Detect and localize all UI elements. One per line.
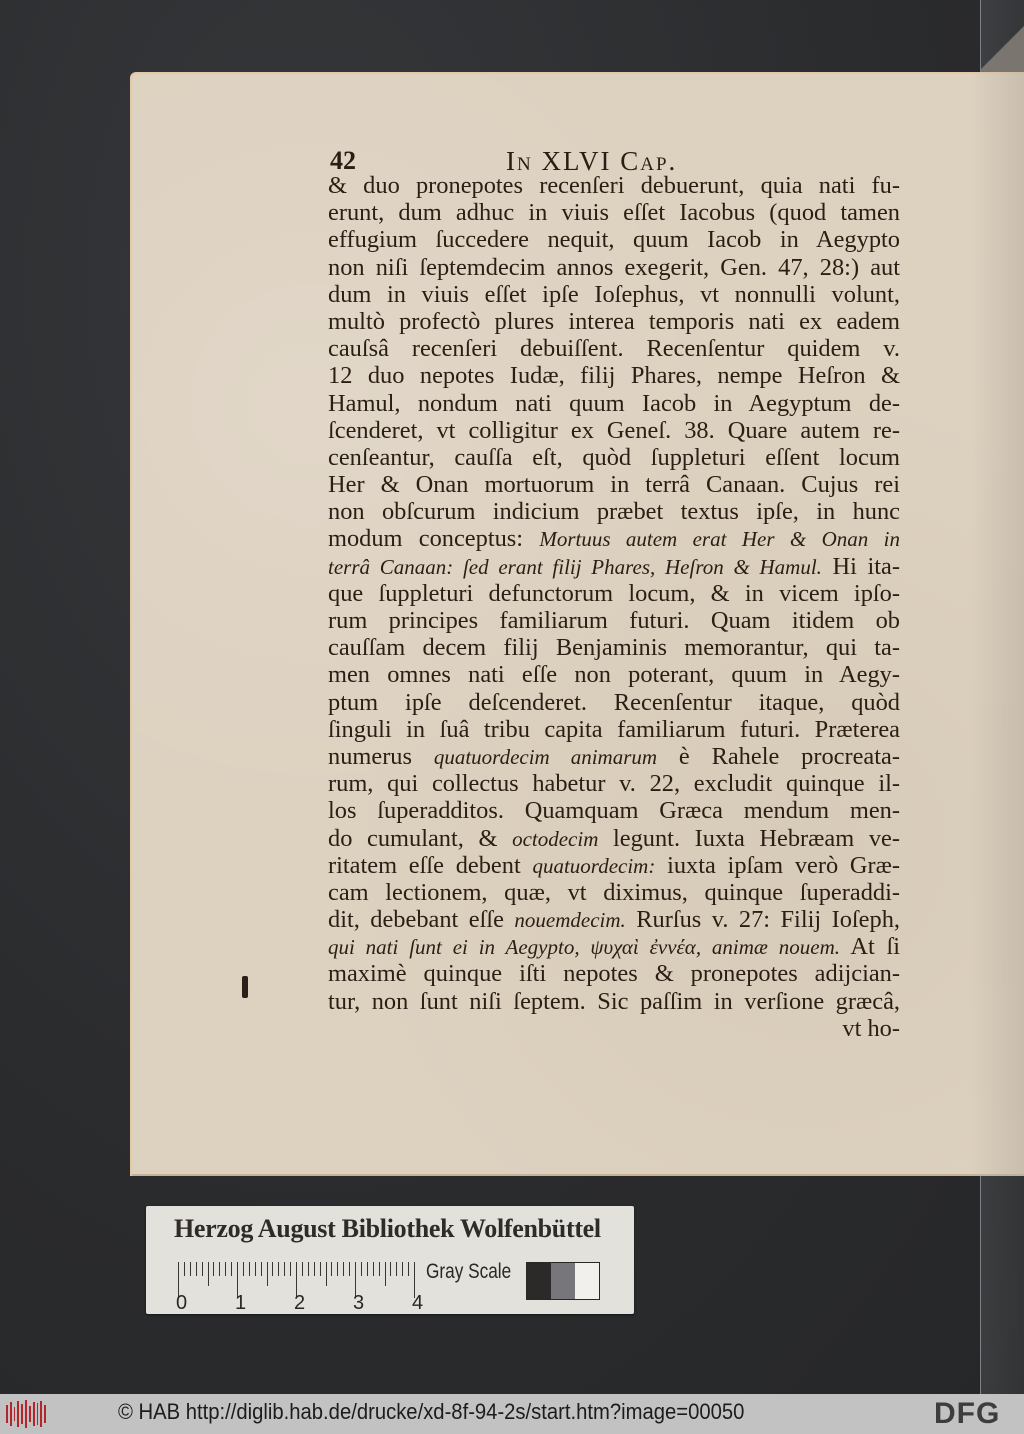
text-line: rum, qui collectus habetur v. 22, excludit quinque il- (328, 770, 900, 798)
ruler-tick (284, 1262, 285, 1276)
page-edge-shade (970, 72, 1024, 1176)
text-line: & duo pronepotes recenſeri debuerunt, quia nati fu- (328, 172, 900, 199)
text-line: qui nati ſunt ei in Aegypto, ψυχαὶ ἐννέα, animæ nouem. At ſi (328, 933, 901, 961)
ruler-tick (267, 1262, 268, 1286)
text-line: dit, debebant eſſe nouemdecim. Rurſus v. 27: Filij Ioſeph, (328, 906, 900, 934)
text-line: Her & Onan mortuorum in terrâ Canaan. Cujus rei (328, 471, 900, 499)
gray-scale-swatches (526, 1262, 600, 1300)
margin-ink-mark (242, 976, 248, 998)
ruler-tick (249, 1262, 250, 1276)
ruler-tick (379, 1262, 380, 1276)
ruler-tick (331, 1262, 332, 1276)
text-line: cauſsâ recenſeri debuiſſent. Recenſentur quidem v. (328, 335, 900, 363)
ruler-tick (184, 1262, 185, 1276)
gray-swatch (551, 1263, 575, 1299)
page-number: 42 (330, 146, 356, 175)
text-line: tur, non ſunt niſi ſeptem. Sic paſſim in verſione græcâ, (328, 987, 900, 1015)
gray-scale-label: Gray Scale (426, 1260, 512, 1283)
ruler-tick (208, 1262, 209, 1286)
text-line: ritatem eſſe debent quatuordecim: iuxta ipſam verò Græ- (328, 851, 901, 879)
ruler-tick (373, 1262, 374, 1276)
text-line: effugium ſuccedere nequit, quum Iacob in Aegypto (328, 226, 900, 254)
ruler-tick (361, 1262, 362, 1276)
text-line: cenſeantur, cauſſa eſt, quòd ſuppleturi eſſent locum (328, 443, 900, 471)
ruler-tick (196, 1262, 197, 1276)
text-line: men omnes nati eſſe non poterant, quum in Aegy- (328, 661, 900, 689)
text-line: vt ho- (842, 1014, 900, 1042)
text-line: maximè quinque iſti nepotes & pronepotes adijcian- (328, 960, 900, 988)
ruler-tick (243, 1262, 244, 1276)
text-line: non niſi ſeptemdecim annos exegerit, Gen. 47, 28:) aut (328, 253, 900, 281)
text-line: ptum ipſe deſcenderet. Recenſentur itaque, quòd (328, 688, 900, 716)
text-line: cauſſam decem filij Benjaminis memorantur, qui ta- (328, 634, 900, 662)
ruler-tick (278, 1262, 279, 1276)
text-line: ſinguli in ſuâ tribu capita familiarum futuri. Præterea (328, 715, 900, 743)
ruler-tick (290, 1262, 291, 1276)
ruler-tick (231, 1262, 232, 1276)
page-body-text (328, 172, 900, 1042)
library-name: Herzog August Bibliothek Wolfenbüttel (174, 1214, 601, 1243)
ruler-label-4: 4 (412, 1292, 424, 1314)
ruler-tick (219, 1262, 220, 1276)
copyright-link[interactable]: © HAB http://diglib.hab.de/drucke/xd-8f-94-2s/start.htm?image=00050 (118, 1399, 745, 1424)
ruler-tick (213, 1262, 214, 1276)
ruler-tick (190, 1262, 191, 1276)
ruler-tick (255, 1262, 256, 1276)
ruler-tick (320, 1262, 321, 1276)
ruler-tick (202, 1262, 203, 1276)
ruler-tick (385, 1262, 386, 1286)
ruler-tick (343, 1262, 344, 1276)
running-head: In XLVI Cap. (506, 146, 678, 176)
text-line: ſcenderet, vt colligitur ex Geneſ. 38. Quare autem re- (328, 416, 900, 444)
text-line: dum in viuis eſſet ipſe Ioſephus, vt nonnulli volunt, (328, 280, 900, 308)
text-line: Hamul, nondum nati quum Iacob in Aegyptum de- (328, 389, 900, 417)
ruler-label-3: 3 (353, 1292, 365, 1314)
text-line: erunt, dum adhuc in viuis eſſet Iacobus (quod tamen (328, 199, 900, 227)
text-line: que ſuppleturi defunctorum locum, & in vicem ipſo- (328, 579, 900, 607)
text-line: cam lectionem, quæ, vt diximus, quinque ſuperaddi- (328, 878, 900, 906)
ruler-tick (261, 1262, 262, 1276)
text-line: modum conceptus: Mortuus autem erat Her & Onan in (328, 525, 900, 553)
hab-logo-icon[interactable] (6, 1400, 46, 1428)
ruler-tick (396, 1262, 397, 1276)
ruler-tick (272, 1262, 273, 1276)
gray-swatch (575, 1263, 599, 1299)
text-line: do cumulant, & octodecim legunt. Iuxta Hebræam ve- (328, 824, 900, 852)
gray-swatch (527, 1263, 551, 1299)
ruler-tick (390, 1262, 391, 1276)
ruler-tick (367, 1262, 368, 1276)
dfg-logo-icon[interactable]: DFG (934, 1397, 1001, 1430)
ruler-tick (337, 1262, 338, 1276)
ruler-tick (402, 1262, 403, 1276)
scale-card (146, 1206, 634, 1314)
ruler-tick (349, 1262, 350, 1276)
text-line: 12 duo nepotes Iudæ, filij Phares, nempe Heſron & (328, 362, 900, 390)
ruler-tick (408, 1262, 409, 1276)
ruler-tick (225, 1262, 226, 1276)
paper-fold (981, 22, 1024, 74)
ruler-label-1: 1 (235, 1292, 247, 1314)
footer-bar (0, 1394, 1024, 1434)
ruler-tick (326, 1262, 327, 1286)
text-line: rum principes familiarum futuri. Quam itidem ob (328, 607, 900, 634)
text-line: non obſcurum indicium præbet textus ipſe, in hunc (328, 498, 900, 526)
ruler-tick (314, 1262, 315, 1276)
text-line: los ſuperadditos. Quamquam Græca mendum men- (328, 797, 900, 825)
ruler-tick (308, 1262, 309, 1276)
ruler-tick (302, 1262, 303, 1276)
text-line: multò profectò plures interea temporis nati ex eadem (328, 307, 900, 335)
text-line: numerus quatuordecim animarum è Rahele procreata- (328, 742, 900, 770)
ruler-label-0: 0 (176, 1292, 188, 1314)
text-line: terrâ Canaan: ſed erant filij Phares, Heſron & Hamul. Hi ita- (328, 552, 900, 580)
ruler-label-2: 2 (294, 1292, 306, 1314)
